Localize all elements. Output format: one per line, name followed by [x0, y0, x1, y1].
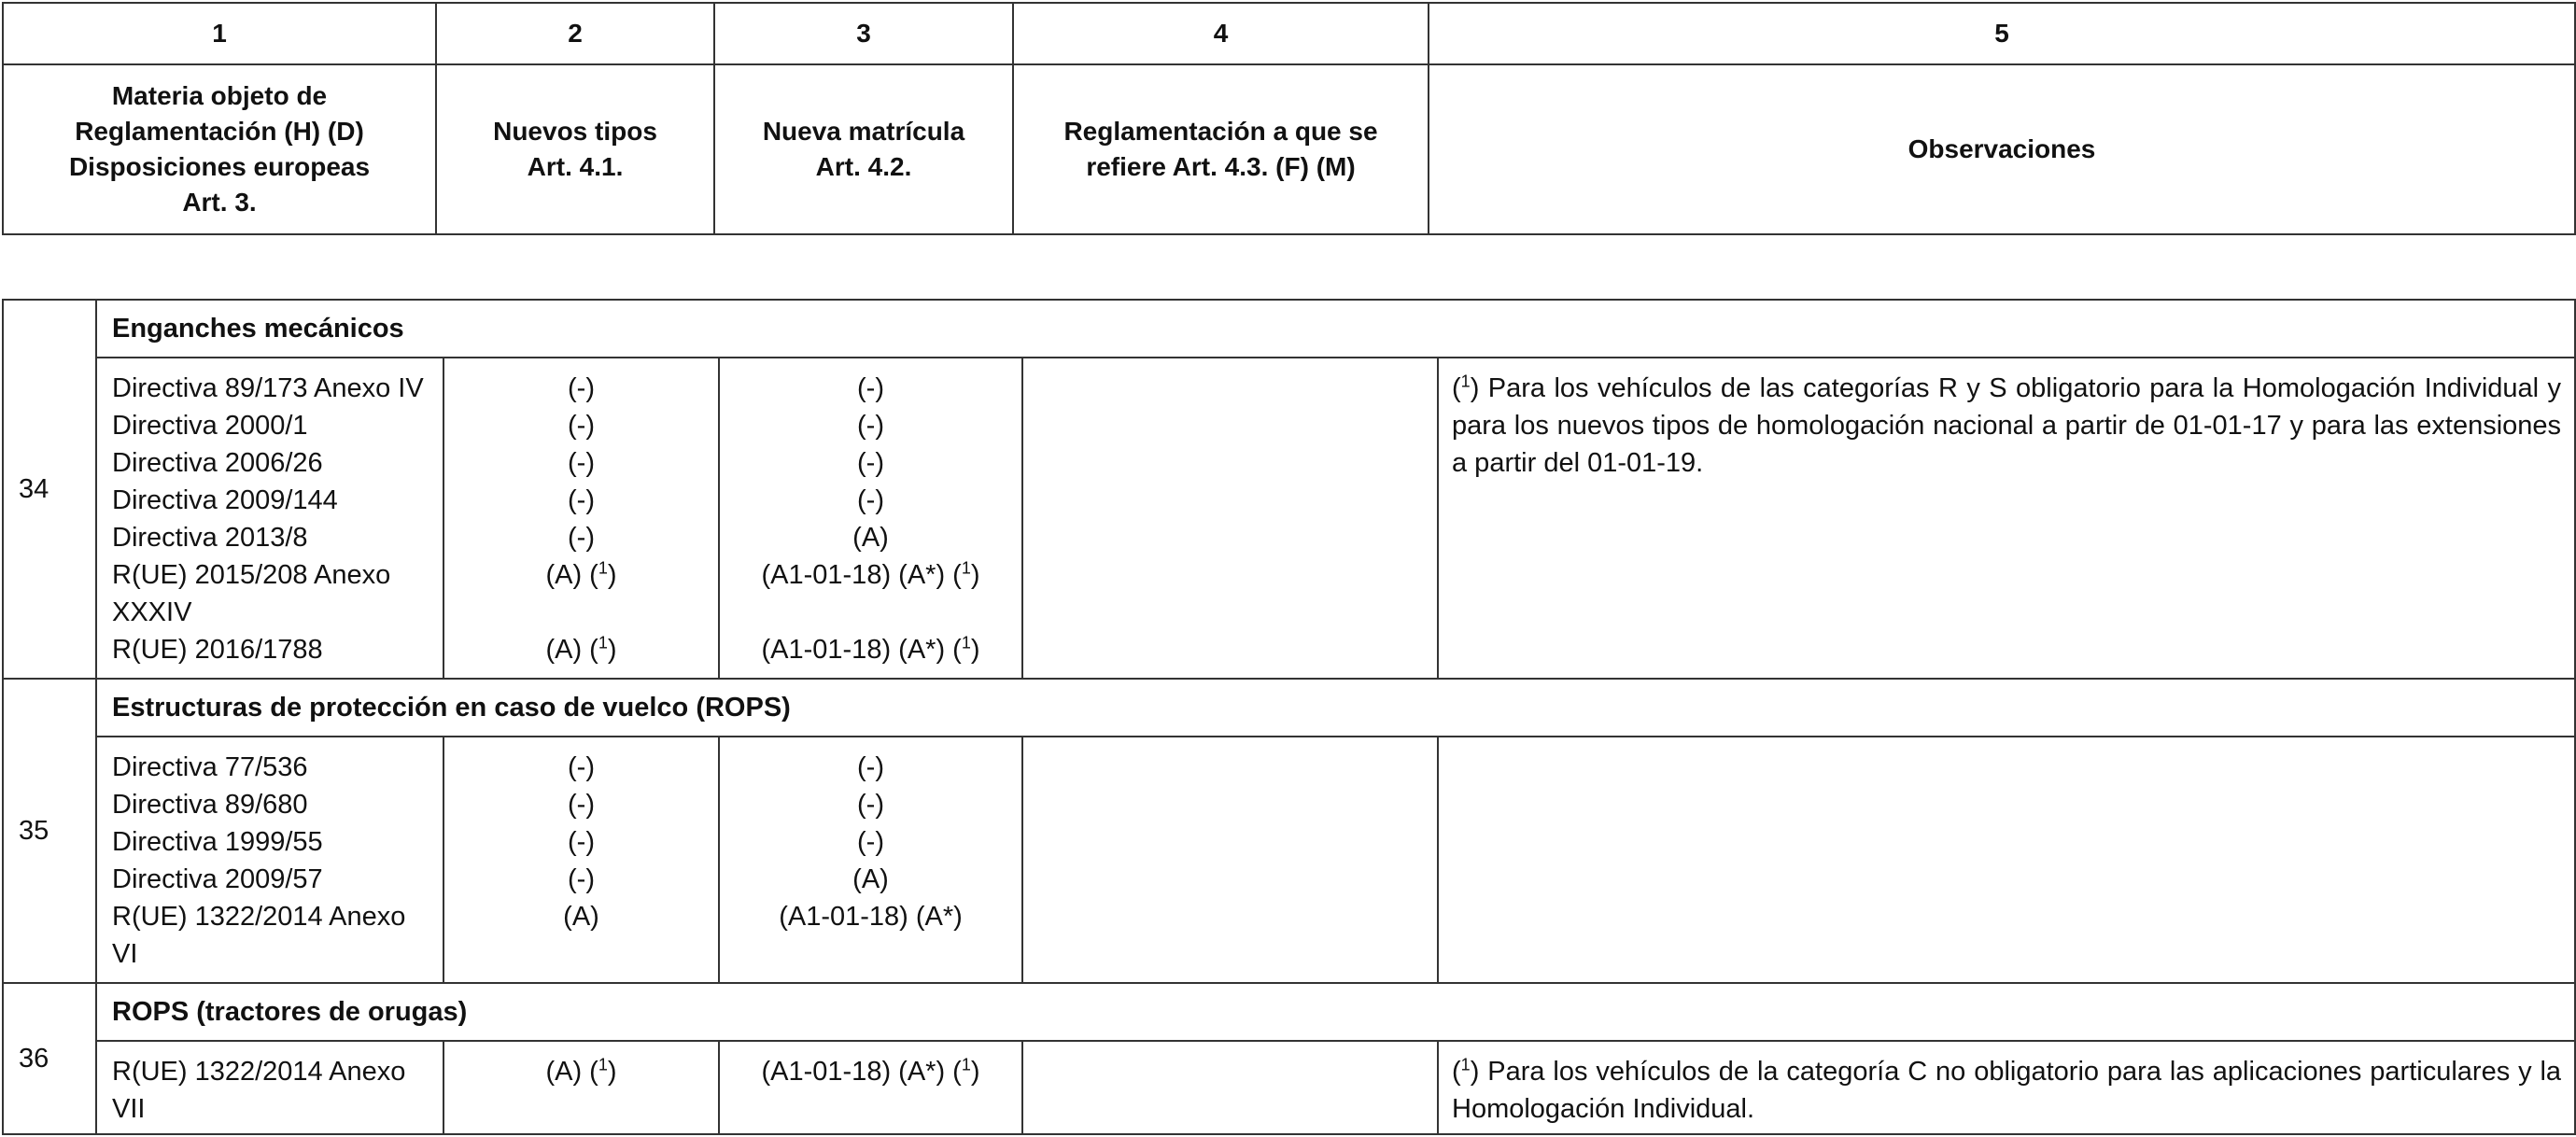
list-item: Directiva 2000/1 — [112, 411, 308, 441]
table-row — [3, 737, 2575, 983]
regulation-list — [96, 1041, 443, 1134]
list-item: Directiva 2006/26 — [112, 448, 323, 478]
value-cell: (-) — [568, 373, 595, 403]
value-cell: (-) — [857, 790, 884, 820]
value-cell: (-) — [568, 523, 595, 553]
column-number: 2 — [436, 3, 714, 64]
column-label-nueva-matricula: Nueva matrícula Art. 4.2. — [714, 64, 1013, 234]
value-cell: (-) — [857, 752, 884, 782]
value-cell: (-) — [568, 790, 595, 820]
nueva-matricula-values — [719, 1041, 1022, 1134]
section-title: Estructuras de protección en caso de vuelco (ROPS) — [96, 679, 2575, 737]
value-cell: (A1-01-18) (A*) — [779, 902, 963, 932]
column-label-observaciones: Observaciones — [1429, 64, 2575, 234]
footnote-mark: 1 — [961, 558, 971, 578]
value-cell: (A) ($^1$) — [545, 633, 617, 665]
value-cell: (-) — [568, 752, 595, 782]
value-cell: (-) — [568, 827, 595, 857]
observaciones-text: Para los vehículos de las categorías R y S obligatorio para la Homologación Individual y para los nuevos tipos de homologación nacional a partir de 01-01-17 y para las extensiones a partir del 01-01-19. — [1452, 373, 2562, 478]
regulation-list — [96, 358, 443, 679]
nuevos-tipos-values — [443, 358, 719, 679]
value-cell: (-) — [568, 448, 595, 478]
value-cell: (-) — [568, 411, 595, 441]
section-number: 34 — [3, 300, 96, 679]
spacer — [444, 594, 718, 631]
regulation-table — [2, 299, 2576, 1135]
column-header-table — [2, 2, 2576, 235]
nuevos-tipos-values — [443, 1041, 719, 1134]
spacer — [720, 594, 1021, 631]
reglamentacion-cell — [1022, 737, 1438, 983]
reglamentacion-cell — [1022, 358, 1438, 679]
column-number: 1 — [3, 3, 436, 64]
column-label-nuevos-tipos: Nuevos tipos Art. 4.1. — [436, 64, 714, 234]
column-label-row — [3, 64, 2575, 234]
section-title-row — [3, 983, 2575, 1041]
column-number-row — [3, 3, 2575, 64]
value-cell: (A) — [852, 523, 889, 553]
nueva-matricula-values — [719, 358, 1022, 679]
list-item: R(UE) 2016/1788 — [112, 635, 323, 665]
value-cell: (A) — [852, 864, 889, 894]
value-cell: (-) — [568, 485, 595, 515]
list-item: Directiva 77/536 — [112, 752, 308, 782]
section-title-row — [3, 679, 2575, 737]
observaciones-cell — [1438, 737, 2575, 983]
footnote-mark: 1 — [598, 558, 608, 578]
list-item: Directiva 2009/144 — [112, 485, 338, 515]
value-cell: (A) ($^1$) — [545, 558, 617, 590]
list-item: R(UE) 1322/2014 Anexo VII — [112, 1057, 406, 1124]
footnote-mark: 1 — [1460, 1055, 1471, 1074]
value-cell: (-) — [857, 485, 884, 515]
reglamentacion-cell — [1022, 1041, 1438, 1134]
value-cell: (-) — [857, 448, 884, 478]
footnote-mark: 1 — [961, 1055, 971, 1074]
value-cell: (A) — [563, 902, 599, 932]
table-row — [3, 1041, 2575, 1134]
section-number: 35 — [3, 679, 96, 983]
column-number: 4 — [1013, 3, 1429, 64]
section-number: 36 — [3, 983, 96, 1134]
column-number: 3 — [714, 3, 1013, 64]
list-item: R(UE) 2015/208 Anexo XXXIV — [112, 560, 391, 627]
list-item: R(UE) 1322/2014 Anexo VI — [112, 902, 406, 969]
nuevos-tipos-values — [443, 737, 719, 983]
footnote-mark: 1 — [1460, 372, 1471, 391]
observaciones-cell: ($^1$) Para los vehículos de la categoría C no obligatorio para las aplicaciones particulares y la Homologación Individual. — [1438, 1041, 2575, 1134]
observaciones-cell: ($^1$) Para los vehículos de las categorías R y S obligatorio para la Homologación Individual y para los nuevos tipos de homologación nacional a partir de 01-01-17 y para las extensiones a partir del 01-01-19. — [1438, 358, 2575, 679]
footnote-mark: 1 — [598, 633, 608, 653]
column-number: 5 — [1429, 3, 2575, 64]
value-cell: (A1-01-18) (A*) ($^1$) — [761, 558, 980, 590]
table-row — [3, 358, 2575, 679]
regulation-list — [96, 737, 443, 983]
value-cell: (-) — [857, 373, 884, 403]
value-cell: (-) — [857, 827, 884, 857]
value-cell: (A) ($^1$) — [545, 1055, 617, 1087]
footnote-mark: 1 — [598, 1055, 608, 1074]
list-item: Directiva 2009/57 — [112, 864, 323, 894]
footnote-mark: 1 — [961, 633, 971, 653]
value-cell: (A1-01-18) (A*) ($^1$) — [761, 633, 980, 665]
column-label-materia: Materia objeto de Reglamentación (H) (D) Disposiciones europeas Art. 3. — [3, 64, 436, 234]
section-title: Enganches mecánicos — [96, 300, 2575, 358]
list-item: Directiva 89/173 Anexo IV — [112, 373, 424, 403]
section-title: ROPS (tractores de orugas) — [96, 983, 2575, 1041]
observaciones-text: Para los vehículos de la categoría C no obligatorio para las aplicaciones particulares y la Homologación Individual. — [1452, 1057, 2562, 1124]
value-cell: (A1-01-18) (A*) ($^1$) — [761, 1055, 980, 1087]
list-item: Directiva 1999/55 — [112, 827, 323, 857]
value-cell: (-) — [568, 864, 595, 894]
column-label-reglamentacion: Reglamentación a que se refiere Art. 4.3. (F) (M) — [1013, 64, 1429, 234]
section-title-row — [3, 300, 2575, 358]
list-item: Directiva 89/680 — [112, 790, 308, 820]
value-cell: (-) — [857, 411, 884, 441]
list-item: Directiva 2013/8 — [112, 523, 308, 553]
nueva-matricula-values — [719, 737, 1022, 983]
